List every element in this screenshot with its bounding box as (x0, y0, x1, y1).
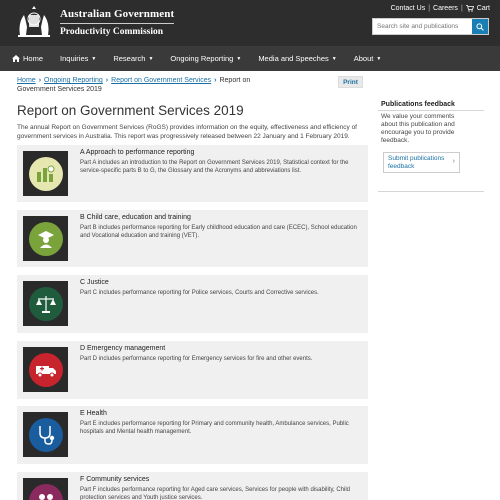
card-thumbnail (23, 478, 68, 500)
card-title: B Child care, education and training (80, 214, 191, 221)
card-title: F Community services (80, 476, 150, 483)
part-card-d[interactable] (17, 341, 368, 399)
card-icon-circle (29, 287, 63, 321)
nav-about-label: About (353, 54, 374, 63)
part-card-e[interactable] (17, 406, 368, 464)
people-icon (35, 492, 57, 500)
search-input[interactable] (373, 19, 472, 34)
main-nav (0, 46, 500, 71)
home-icon (12, 55, 20, 62)
divider (378, 191, 484, 192)
logo-line-1: Australian Government (60, 8, 175, 20)
card-title: E Health (80, 410, 107, 417)
nav-research[interactable] (113, 54, 153, 63)
chevron-right-icon: › (452, 158, 455, 165)
utility-links (391, 5, 490, 12)
submit-feedback-label: Submit publications feedback (388, 155, 445, 170)
caret-down-icon: ▼ (148, 55, 154, 62)
nav-home-label: Home (23, 54, 44, 63)
submit-feedback-button[interactable] (383, 152, 460, 173)
page-title: Report on Government Services 2019 (17, 103, 244, 118)
scales-icon (35, 294, 57, 314)
coat-of-arms-icon (12, 5, 56, 41)
nav-ongoing-reporting[interactable] (170, 54, 241, 63)
breadcrumb-ongoing-reporting[interactable]: Ongoing Reporting (44, 77, 103, 84)
nav-inquiries[interactable] (60, 54, 96, 63)
card-description: Part D includes performance reporting for Emergency services for fire and other events. (80, 356, 313, 362)
careers-link[interactable]: Careers (433, 5, 458, 12)
divider (378, 110, 484, 111)
card-icon-circle (29, 353, 63, 387)
stethoscope-icon (35, 424, 57, 446)
caret-down-icon: ▼ (91, 55, 97, 62)
site-header (0, 0, 500, 46)
card-description: Part F includes performance reporting for Aged care services, Services for people with disability, Child protection services and Youth justice services. (80, 487, 351, 500)
caret-down-icon: ▼ (236, 55, 242, 62)
site-logo[interactable] (12, 5, 174, 41)
intro-text: The annual Report on Government Services (RoGS) provides information on the equity, effectiveness and efficiency of government services in Australia. This report was progressively released between 22 January and 1 February 2019. (17, 124, 357, 140)
card-description: Part A includes an introduction to the Report on Government Services 2019, Statistical context for the service-specific parts B to G, the Glossary and the Acronyms and abbreviations list. (80, 160, 349, 174)
card-description: Part C includes performance reporting for Police services, Courts and Corrective services. (80, 290, 319, 296)
card-thumbnail (23, 216, 68, 261)
ambulance-icon (35, 362, 57, 378)
card-icon-circle (29, 157, 63, 191)
card-description: Part B includes performance reporting for Early childhood education and care (ECEC), School education and Vocational education and training (VET). (80, 225, 357, 239)
breadcrumb-current: Report on Government Services 2019 (17, 77, 251, 93)
card-title: C Justice (80, 279, 109, 286)
card-title: A Approach to performance reporting (80, 149, 195, 156)
site-search (372, 18, 489, 35)
caret-down-icon: ▼ (331, 55, 337, 62)
util-separator: | (428, 5, 431, 12)
nav-media-speeches[interactable] (258, 54, 336, 63)
contact-us-link[interactable]: Contact Us (390, 5, 426, 12)
feedback-text: We value your comments about this publication and encourage you to provide feedback. (381, 113, 455, 144)
breadcrumb (17, 76, 287, 94)
nav-research-label: Research (113, 54, 146, 63)
chevron-right-icon: › (38, 77, 42, 84)
chevron-right-icon: › (105, 77, 109, 84)
chevron-right-icon: › (214, 77, 217, 84)
feedback-title: Publications feedback (381, 101, 455, 108)
card-icon-circle (29, 222, 63, 256)
caret-down-icon: ▼ (376, 55, 382, 62)
part-card-f[interactable] (17, 472, 368, 500)
card-thumbnail (23, 281, 68, 326)
bar-chart-icon (35, 164, 57, 184)
nav-about[interactable] (354, 54, 382, 63)
card-icon-circle (29, 484, 63, 500)
print-button[interactable]: Print (338, 76, 363, 88)
card-thumbnail (23, 151, 68, 196)
card-description: Part E includes performance reporting for Primary and community health, Ambulance services, Public hospitals and Mental health management. (80, 421, 349, 435)
search-button[interactable] (472, 19, 488, 34)
part-card-a[interactable] (17, 145, 368, 202)
cart-icon (466, 5, 474, 12)
breadcrumb-rogs[interactable]: Report on Government Services (111, 77, 212, 84)
search-icon (476, 23, 484, 31)
nav-home[interactable] (12, 54, 43, 63)
util-separator: | (460, 5, 463, 12)
card-title: D Emergency management (80, 345, 166, 352)
logo-line-2: Productivity Commission (60, 23, 174, 38)
card-thumbnail (23, 412, 68, 457)
card-thumbnail (23, 347, 68, 392)
card-icon-circle (29, 418, 63, 452)
nav-media-speeches-label: Media and Speeches (258, 54, 329, 63)
part-card-c[interactable] (17, 275, 368, 333)
graduate-icon (35, 229, 57, 249)
nav-ongoing-reporting-label: Ongoing Reporting (170, 54, 234, 63)
cart-link[interactable]: Cart (476, 5, 490, 12)
nav-inquiries-label: Inquiries (60, 54, 89, 63)
part-card-b[interactable] (17, 210, 368, 267)
breadcrumb-home[interactable]: Home (17, 77, 36, 84)
